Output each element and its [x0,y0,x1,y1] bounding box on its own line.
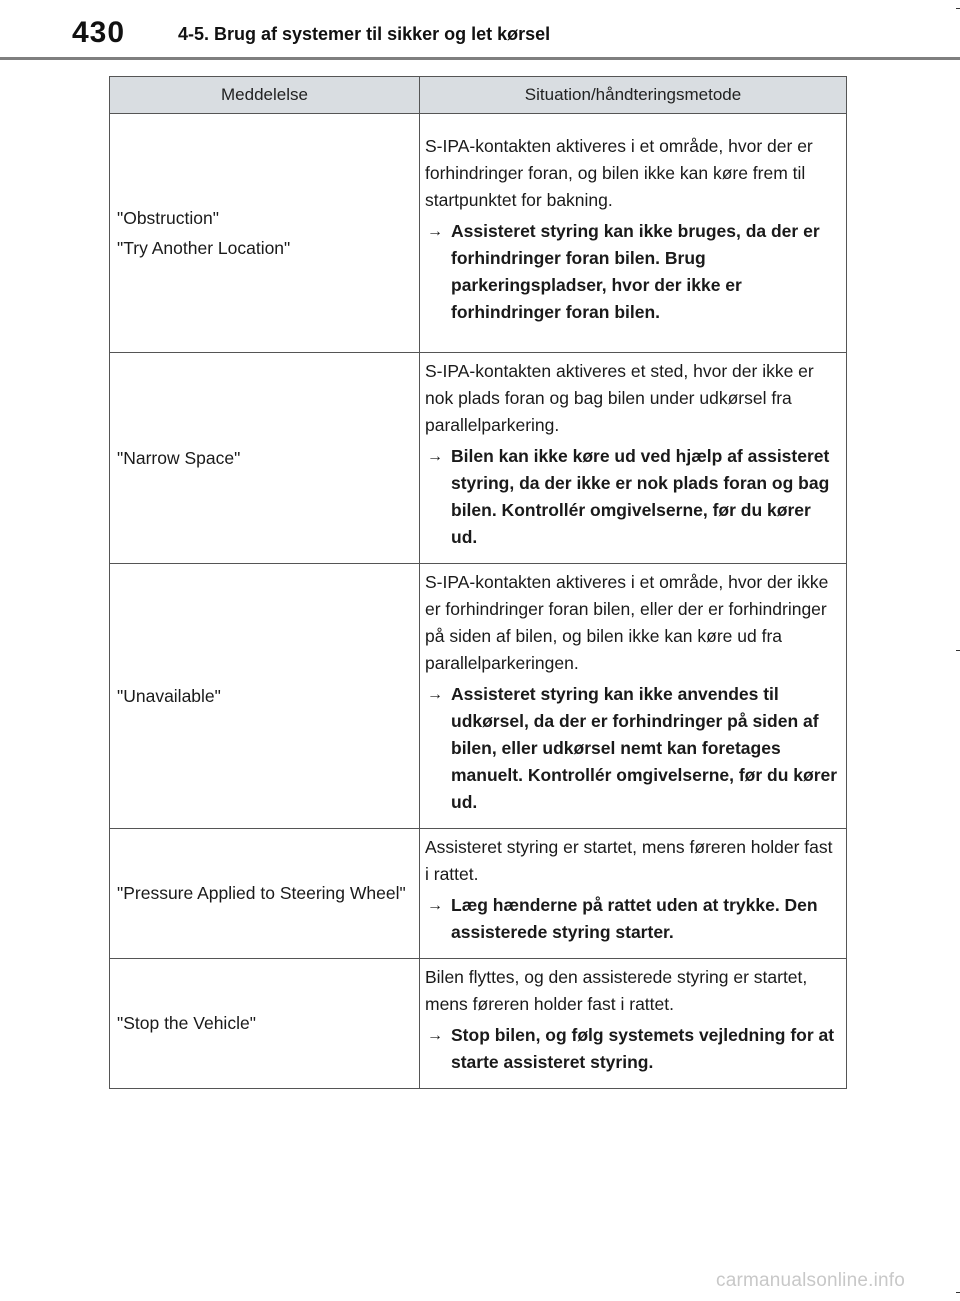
situation-text: S-IPA-kontakten aktiveres i et område, hvor der ikke er forhindringer foran bilen, eller der er forhindringer på siden af bilen, og bilen ikke kan køre ud fra parallelparkeringen. [425,572,829,673]
situation-cell [420,829,847,959]
table-row [110,353,847,564]
message-text: "Try Another Location" [117,237,291,258]
arrow-icon: → [427,223,443,240]
table-row [110,114,847,353]
crop-mark [956,1292,960,1293]
action-text: Assisteret styring kan ikke anvendes til udkørsel, da der er forhindringer på siden af bilen, eller udkørsel nemt kan foretages manuelt. Kontrollér omgivelserne, før du kører ud. [451,684,838,812]
column-header-situation: Situation/håndteringsmetode [420,77,847,114]
message-cell [110,564,420,829]
situation-cell [420,353,847,564]
message-text: "Obstruction" [117,207,219,228]
situation-cell [420,114,847,353]
arrow-icon: → [427,897,443,914]
action-text: Bilen kan ikke køre ud ved hjælp af assisteret styring, da der ikke er nok plads foran og bag bilen. Kontrollér omgivelserne, før du kører ud. [451,446,830,547]
arrow-icon: → [427,448,443,465]
table-row [110,959,847,1089]
action-step [425,892,838,946]
message-text: "Narrow Space" [117,447,241,468]
watermark: carmanualsonline.info [716,1270,906,1291]
action-step [425,443,838,551]
section-title: 4-5. Brug af systemer til sikker og let kørsel [178,24,551,44]
action-text: Assisteret styring kan ikke bruges, da der er forhindringer foran bilen. Brug parkeringspladser, hvor der ikke er forhindringer foran bilen. [451,221,820,322]
page-header [0,0,960,64]
message-cell [110,959,420,1089]
message-table [109,76,847,1089]
message-cell [110,114,420,353]
action-step [425,681,838,816]
table-row [110,829,847,959]
situation-text: Bilen flyttes, og den assisterede styring er startet, mens føreren holder fast i rattet. [425,967,808,1014]
situation-text: S-IPA-kontakten aktiveres i et område, hvor der er forhindringer foran, og bilen ikke kan køre frem til startpunktet for bakning. [425,136,813,210]
message-cell [110,353,420,564]
message-text: "Stop the Vehicle" [117,1013,256,1033]
action-text: Læg hænderne på rattet uden at trykke. Den assisterede styring starter. [451,895,818,942]
crop-mark [956,650,960,651]
message-cell [110,829,420,959]
table-row [110,564,847,829]
arrow-icon: → [427,686,443,703]
message-text: "Pressure Applied to Steering Wheel" [117,883,406,903]
message-text: "Unavailable" [117,685,221,706]
action-step [425,218,838,326]
situation-cell [420,564,847,829]
situation-text: Assisteret styring er startet, mens føreren holder fast i rattet. [425,837,833,884]
action-step [425,1022,838,1076]
table-header-row [110,77,847,114]
page-number: 430 [72,16,126,49]
situation-text: S-IPA-kontakten aktiveres et sted, hvor der ikke er nok plads foran og bag bilen under udkørsel fra parallelparkering. [425,361,814,435]
header-rule [0,57,960,60]
action-text: Stop bilen, og følg systemets vejledning for at starte assisteret styring. [451,1025,835,1072]
column-header-message: Meddelelse [110,77,420,114]
situation-cell [420,959,847,1089]
arrow-icon: → [427,1027,443,1044]
crop-mark [956,8,960,9]
